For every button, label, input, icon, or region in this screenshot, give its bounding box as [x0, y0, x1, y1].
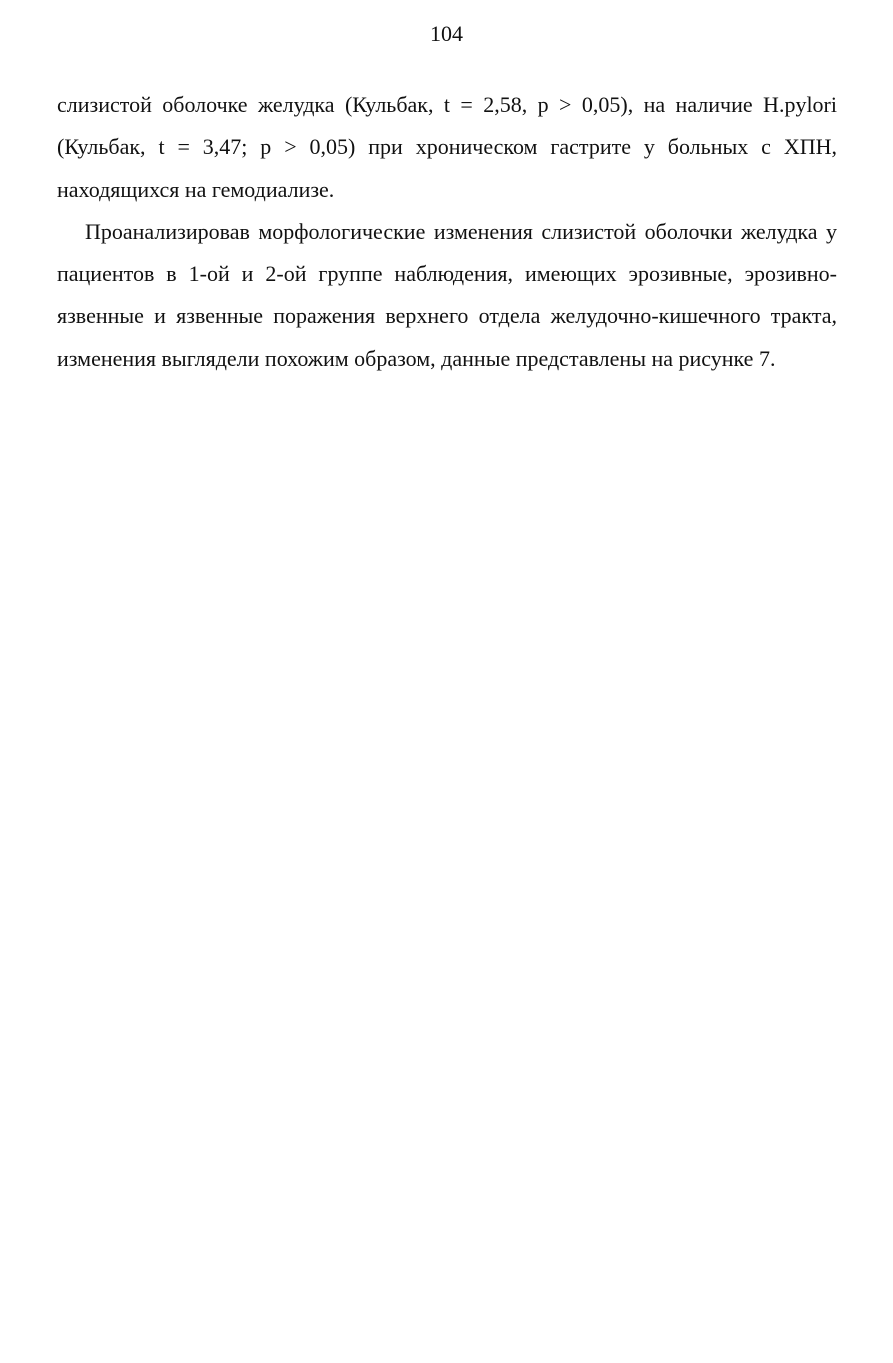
paragraph-continuation: слизистой оболочке желудка (Кульбак, t = 2,58, p > 0,05), на наличие H.pylori (Кульбак, t = 3,47; p > 0,05) при хроническом гастрите у больных с ХПН, находящихся на гемодиализе. [57, 92, 837, 202]
page-number: 104 [430, 21, 463, 46]
body-text [57, 84, 837, 380]
paragraph-morphology: Проанализировав морфологические изменения слизистой оболочки желудка у пациентов в 1-ой и 2-ой группе наблюдения, имеющих эрозивные, эрозивно-язвенные и язвенные поражения верхнего отдела желудочно-кишечного тракта, изменения выглядели похожим образом, данные представлены на рисунке 7. [57, 218, 837, 371]
